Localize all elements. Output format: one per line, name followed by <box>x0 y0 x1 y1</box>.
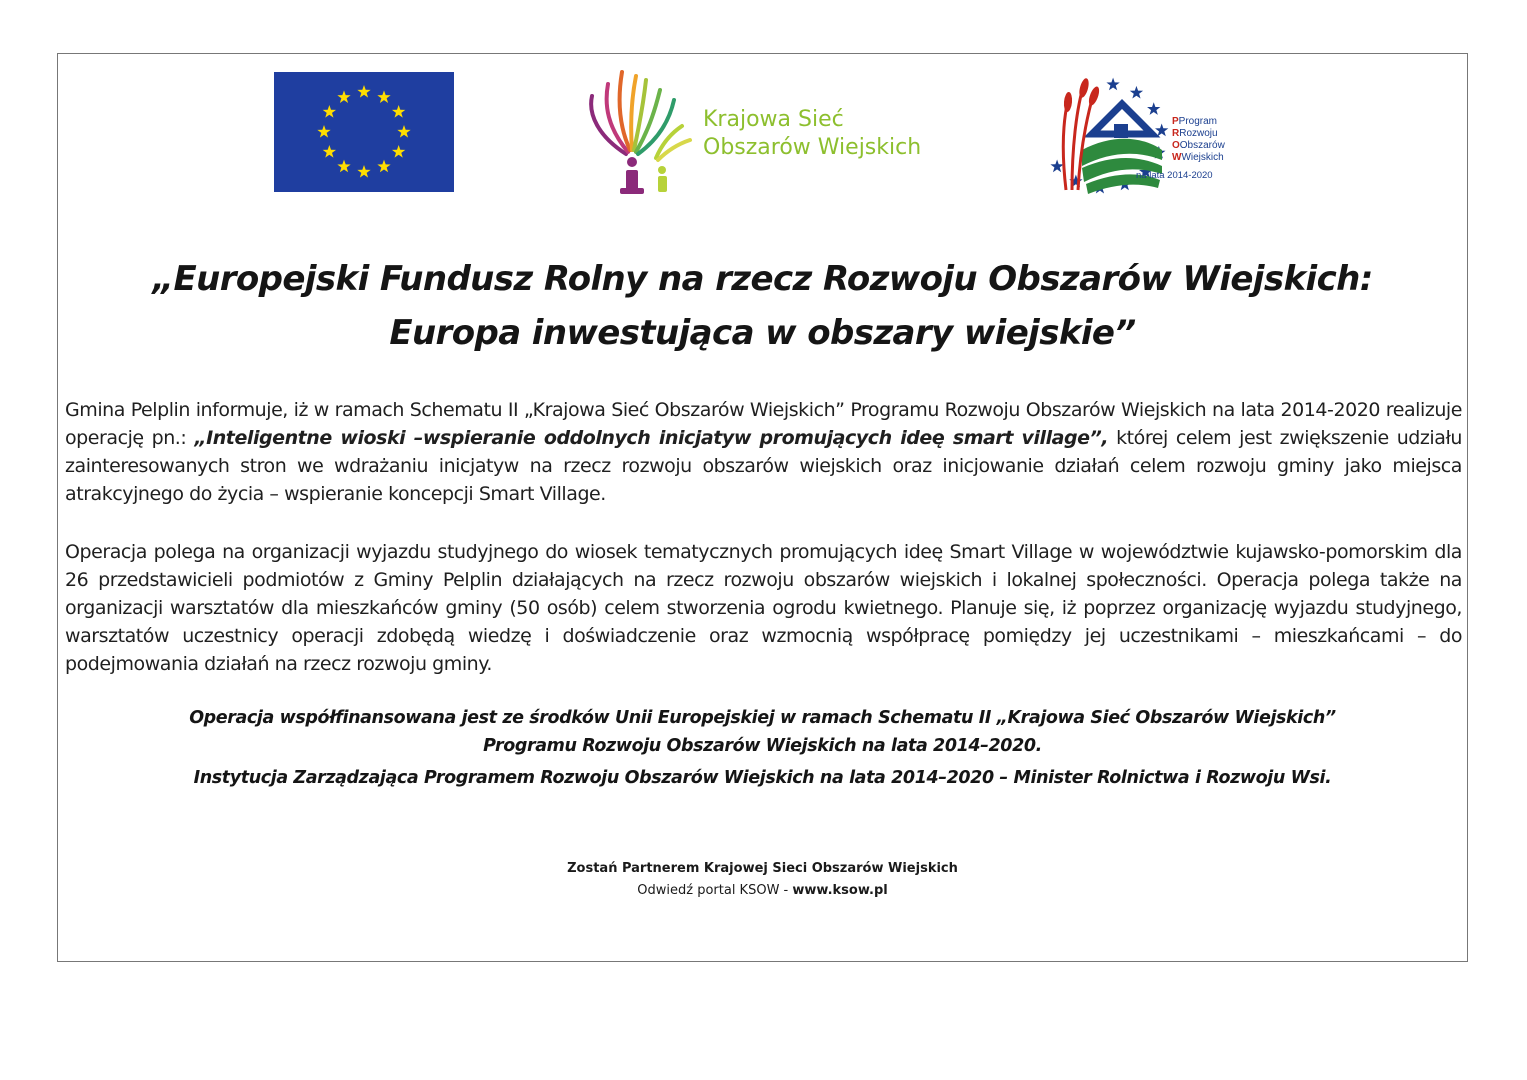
title-line1: „Europejski Fundusz Rolny na rzecz Rozwoju Obszarów Wiejskich: <box>152 259 1373 299</box>
prow-line1: PProgram <box>1172 116 1218 127</box>
paragraph-description: Operacja polega na organizacji wyjazdu studyjnego do wiosek tematycznych promujących ideę Smart Village w województwie kujawsko-pomorskim dla 26 przedstawicieli podmiotów z Gminy Pelplin działających na rzecz rozwoju obszarów wiejskich i lokalnej społeczności. Operacja polega także na organizacji warsztatów dla mieszkańców gminy (50 osób) celem stworzenia ogrodu kwietnego. Planuje się, iż poprzez organizację wyjazdu studyjnego, warsztatów uczestnicy operacji zdobędą wiedzę i doświadczenie oraz wzmocnią współpracę pomiędzy jej uczestnikami – mieszkańcami – do podejmowania działań na rzecz rozwoju gminy. <box>65 541 1462 675</box>
ksow-tree-icon <box>586 66 696 196</box>
ksow-logo-text <box>703 106 921 162</box>
operation-name: „Inteligentne wioski –wspieranie oddolnych inicjatyw promujących ideę smart village”, <box>194 427 1109 449</box>
paragraph-intro-lead: Gmina Pelplin informuje, iż w ramach Schematu II „Krajowa Sieć Obszarów Wiejskich” Programu Rozwoju Obszarów Wiejskich na lata 2014-2020 realizuje operację pn.: <box>65 399 1462 449</box>
prow-star-icon <box>1050 160 1063 173</box>
cofunding-line1: Operacja współfinansowana jest ze środków Unii Europejskiej w ramach Schematu II „Krajowa Sieć Obszarów Wiejskich” <box>189 708 1336 728</box>
footer-visit <box>58 880 1467 902</box>
cofunding-line2: Programu Rozwoju Obszarów Wiejskich na lata 2014–2020. <box>483 736 1042 756</box>
title-line2: Europa inwestująca w obszary wiejskie” <box>389 313 1136 353</box>
prow-star-icon <box>1147 102 1160 115</box>
paragraph-intro <box>65 396 1462 508</box>
ksow-logo <box>586 66 931 196</box>
page-title <box>58 252 1467 360</box>
prow-logo <box>1032 70 1232 200</box>
eu-flag-icon <box>274 72 454 192</box>
prow-line2: RRozwoju <box>1172 128 1218 139</box>
website-link[interactable]: www.ksow.pl <box>792 883 888 898</box>
ksow-logo-line1: Krajowa Sieć <box>703 107 844 132</box>
prow-line1-text: Program <box>1178 116 1218 127</box>
cofunding-line3: Instytucja Zarządzająca Programem Rozwoju Obszarów Wiejskich na lata 2014–2020 – Minister Rolnictwa i Rozwoju Wsi. <box>193 768 1332 788</box>
prow-line3: OObszarów <box>1172 140 1225 151</box>
footer <box>58 858 1467 902</box>
logo-bar <box>58 54 1467 244</box>
footer-partner: Zostań Partnerem Krajowej Sieci Obszarów Wiejskich <box>567 861 958 876</box>
prow-star-icon <box>1130 86 1143 99</box>
prow-years: na lata 2014-2020 <box>1136 170 1213 181</box>
footer-visit-prefix: Odwiedź portal KSOW - <box>637 883 793 898</box>
poster-frame <box>57 53 1468 962</box>
prow-line2-text: Rozwoju <box>1179 128 1218 139</box>
paragraph-intro-rest: której celem jest zwiększenie udziału zainteresowanych stron we wdrażaniu inicjatyw na rzecz rozwoju obszarów wiejskich oraz inicjowanie działań celem rozwoju gminy jako miejsca atrakcyjnego do życia – wspieranie koncepcji Smart Village. <box>65 427 1462 505</box>
prow-star-icon <box>1106 78 1119 91</box>
ksow-logo-line2: Obszarów Wiejskich <box>703 135 922 160</box>
cofunding-statement <box>58 704 1467 792</box>
prow-line4-text: Wiejskich <box>1181 152 1224 163</box>
prow-logo-text <box>1172 116 1225 164</box>
prow-line3-text: Obszarów <box>1179 140 1225 151</box>
prow-line4: WWiejskich <box>1172 152 1224 163</box>
